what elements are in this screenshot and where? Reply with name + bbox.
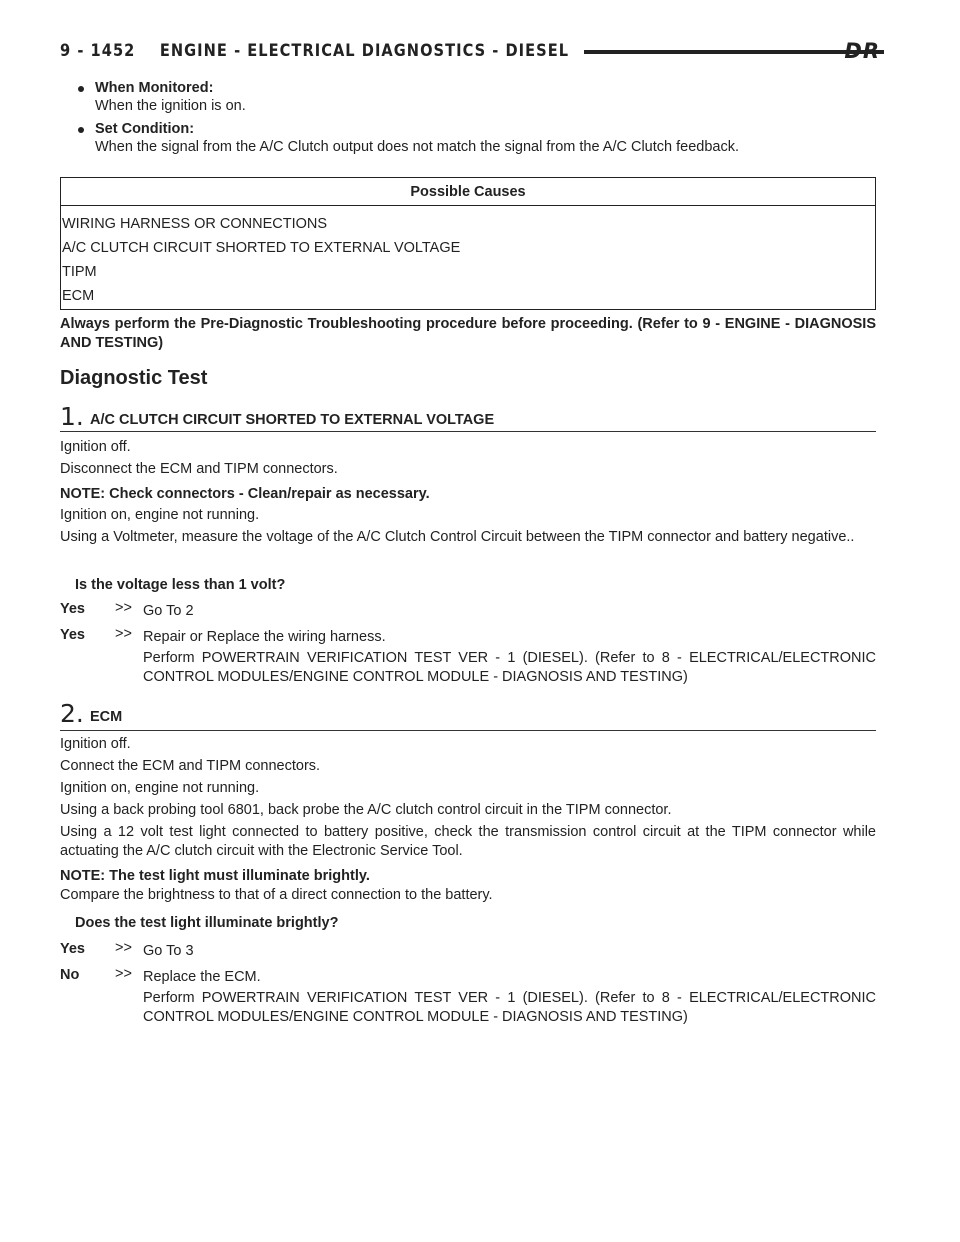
step-instruction: Connect the ECM and TIPM connectors.	[60, 758, 321, 774]
answer-detail: Perform POWERTRAIN VERIFICATION TEST VER - 1 (DIESEL). (Refer to 8 - ELECTRICAL/ELECTRONIC CONTROL MODULES/ENGINE CONTROL MODULE - DIAGNOSIS AND TESTING)	[143, 650, 876, 685]
step-instruction: Compare the brightness to that of a direct connection to the battery.	[60, 887, 493, 903]
answer-action: Repair or Replace the wiring harness.	[143, 629, 386, 645]
step-question: Is the voltage less than 1 volt?	[75, 577, 286, 593]
answer-action: Go To 2	[143, 603, 194, 619]
header-title-line	[60, 38, 569, 64]
step-instruction: Using a back probing tool 6801, back probe the A/C clutch control circuit in the TIPM connector.	[60, 802, 672, 818]
answer-arrow: >>	[115, 626, 132, 642]
answer-label: Yes	[60, 627, 85, 643]
page-header	[60, 38, 880, 66]
cause-item: WIRING HARNESS OR CONNECTIONS	[62, 216, 328, 232]
answer-action: Replace the ECM.	[143, 969, 261, 985]
when-monitored-text: When the ignition is on.	[95, 98, 246, 114]
step-number: 2.	[60, 699, 84, 728]
page-reference: 9 - 1452	[60, 41, 136, 61]
step-instruction: Ignition on, engine not running.	[60, 507, 260, 523]
step-instruction: Ignition off.	[60, 439, 131, 455]
bullet-icon	[78, 86, 84, 92]
step-title: ECM	[90, 709, 123, 725]
set-condition-text: When the signal from the A/C Clutch output does not match the signal from the A/C Clutch feedback.	[95, 139, 739, 155]
step-note: NOTE: The test light must illuminate brightly.	[60, 868, 370, 884]
model-code: DR	[844, 39, 880, 63]
header-rule	[584, 50, 884, 54]
bullet-icon	[78, 127, 84, 133]
set-condition-label: Set Condition:	[95, 121, 195, 137]
step-instruction: Ignition on, engine not running.	[60, 780, 260, 796]
step-number: 1.	[60, 402, 84, 431]
possible-causes-table	[60, 177, 876, 310]
answer-arrow: >>	[115, 600, 132, 616]
table-divider	[61, 205, 875, 206]
step-note: NOTE: Check connectors - Clean/repair as necessary.	[60, 486, 430, 502]
answer-label: Yes	[60, 601, 85, 617]
step-instruction: Ignition off.	[60, 736, 131, 752]
diagnostic-test-heading: Diagnostic Test	[60, 367, 208, 389]
section-title: ENGINE - ELECTRICAL DIAGNOSTICS - DIESEL	[159, 41, 570, 61]
answer-label: Yes	[60, 941, 85, 957]
step-instruction: Disconnect the ECM and TIPM connectors.	[60, 461, 338, 477]
when-monitored-label: When Monitored:	[95, 80, 214, 96]
step-rule	[60, 431, 876, 432]
answer-arrow: >>	[115, 966, 132, 982]
step-title: A/C CLUTCH CIRCUIT SHORTED TO EXTERNAL VOLTAGE	[90, 412, 495, 428]
cause-item: TIPM	[62, 264, 97, 280]
answer-label: No	[60, 967, 80, 983]
possible-causes-title: Possible Causes	[410, 184, 526, 200]
step-question: Does the test light illuminate brightly?	[75, 915, 339, 931]
cause-item: ECM	[62, 288, 95, 304]
answer-arrow: >>	[115, 940, 132, 956]
step-rule	[60, 730, 876, 731]
step-instruction: Using a Voltmeter, measure the voltage of the A/C Clutch Control Circuit between the TIPM connector and battery negative..	[60, 529, 855, 545]
step-instruction: Using a 12 volt test light connected to battery positive, check the transmission control circuit at the TIPM connector while actuating the A/C clutch circuit with the Electronic Service Tool.	[60, 824, 876, 859]
answer-detail: Perform POWERTRAIN VERIFICATION TEST VER - 1 (DIESEL). (Refer to 8 - ELECTRICAL/ELECTRONIC CONTROL MODULES/ENGINE CONTROL MODULE - DIAGNOSIS AND TESTING)	[143, 990, 876, 1025]
pre-diagnostic-note: Always perform the Pre-Diagnostic Troubleshooting procedure before proceeding. (Refer to 9 - ENGINE - DIAGNOSIS AND TESTING)	[60, 316, 876, 351]
answer-action: Go To 3	[143, 943, 194, 959]
cause-item: A/C CLUTCH CIRCUIT SHORTED TO EXTERNAL VOLTAGE	[62, 240, 461, 256]
